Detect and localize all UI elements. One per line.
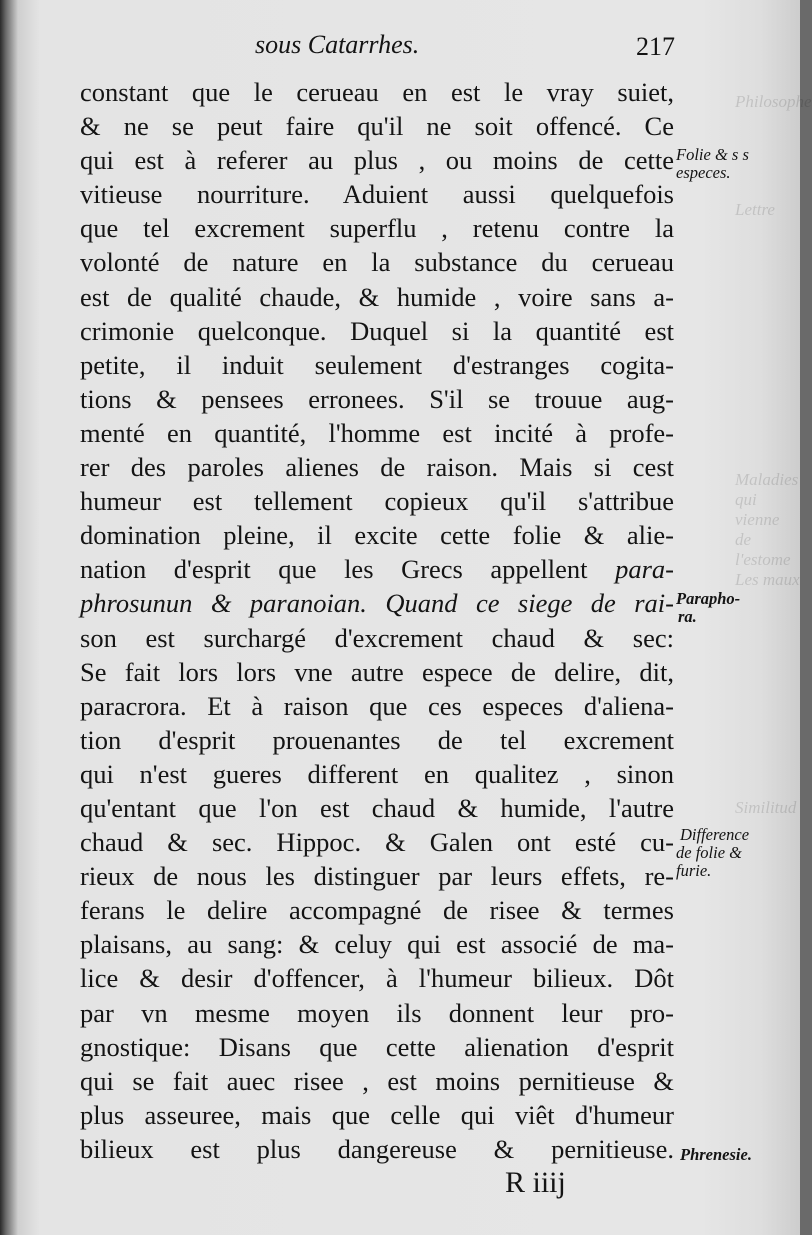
text-line: vitieuse nourriture. Aduient aussi quelquefois: [80, 179, 674, 210]
text-line: humeur est tellement copieux qu'il s'attribue: [80, 486, 674, 517]
text-line: constant que le cerueau en est le vray suiet,: [80, 77, 674, 107]
margin-note-line: Phrenesie.: [680, 1145, 752, 1164]
body-text: [80, 75, 674, 1166]
text-line: crimonie quelconque. Duquel si la quantité est: [80, 315, 674, 346]
text-line: bilieux est plus dangereuse & pernitieuse.: [80, 1133, 674, 1164]
margin-note-line: Parapho-: [676, 589, 741, 608]
margin-note-line: Folie & s s: [676, 145, 749, 164]
text-line: phrosunun & paranoian. Quand ce siege de rai-: [80, 588, 674, 619]
page-number: 217: [636, 32, 675, 61]
text-line: qui n'est gueres different en qualitez , sinon: [80, 758, 674, 789]
text-line: petite, il induit seulement d'estranges cogita-: [80, 349, 674, 380]
text-line: rieux de nous les distinguer par leurs effets, re-: [80, 861, 674, 892]
bleed-through-text: Similitud: [735, 798, 797, 817]
text-line: qu'entant que l'on est chaud & humide, l'autre: [80, 792, 674, 823]
text-line: plaisans, au sang: & celuy qui est associé de ma-: [80, 929, 674, 960]
margin-note-line: furie.: [676, 861, 712, 880]
text-line: que tel excrement superflu , retenu contre la: [80, 213, 674, 244]
signature-mark: R iiij: [505, 1166, 566, 1199]
text-line: qui est à referer au plus , ou moins de cette: [80, 145, 674, 176]
text-segment: nation d'esprit que les Grecs appellent: [80, 554, 588, 585]
text-line: gnostique: Disans que cette alienation d'esprit: [80, 1031, 674, 1062]
bleed-through-text: Maladies qui vienne de l'estome Les maux: [735, 470, 800, 589]
italic-term: para-: [615, 554, 674, 585]
bleed-through-text: Philosophe: [735, 92, 812, 111]
page-header: [255, 30, 675, 70]
text-line: menté en quantité, l'homme est incité à profe-: [80, 417, 674, 448]
margin-note-line: ra.: [678, 607, 697, 626]
text-line: lice & desir d'offencer, à l'humeur bilieux. Dôt: [80, 963, 674, 994]
text-line: plus asseuree, mais que celle qui viêt d'humeur: [80, 1099, 674, 1130]
margin-note-phrenesie: [680, 1146, 752, 1164]
margin-note-line: Difference: [680, 825, 750, 844]
text-line-with-italic: [80, 552, 674, 586]
bleed-through-text: Lettre: [735, 200, 775, 219]
margin-note-difference: [676, 826, 749, 880]
text-line: par vn mesme moyen ils donnent leur pro-: [80, 997, 674, 1028]
text-line: chaud & sec. Hippoc. & Galen ont esté cu-: [80, 827, 674, 858]
text-line: volonté de nature en la substance du cerueau: [80, 247, 674, 278]
margin-note-paraphora: [676, 590, 740, 626]
text-line: Se fait lors lors vne autre espece de delire, dit,: [80, 656, 674, 687]
running-title: sous Catarrhes.: [255, 30, 420, 59]
text-line: tion d'esprit prouenantes de tel excrement: [80, 724, 674, 755]
text-line: rer des paroles alienes de raison. Mais si cest: [80, 452, 674, 483]
text-line: domination pleine, il excite cette folie & alie-: [80, 520, 674, 551]
margin-note-line: especes.: [676, 163, 731, 182]
text-line: tions & pensees erronees. S'il se trouue aug-: [80, 383, 674, 414]
text-line: & ne se peut faire qu'il ne soit offencé. Ce: [80, 111, 674, 142]
text-line: paracrora. Et à raison que ces especes d'aliena-: [80, 690, 674, 721]
text-line: qui se fait auec risee , est moins pernitieuse &: [80, 1065, 674, 1096]
margin-note-line: de folie &: [676, 843, 742, 862]
text-line: est de qualité chaude, & humide , voire sans a-: [80, 281, 674, 312]
text-line: son est surchargé d'excrement chaud & sec:: [80, 622, 674, 653]
text-line: ferans le delire accompagné de risee & termes: [80, 895, 674, 926]
margin-note-folie: [676, 146, 749, 182]
